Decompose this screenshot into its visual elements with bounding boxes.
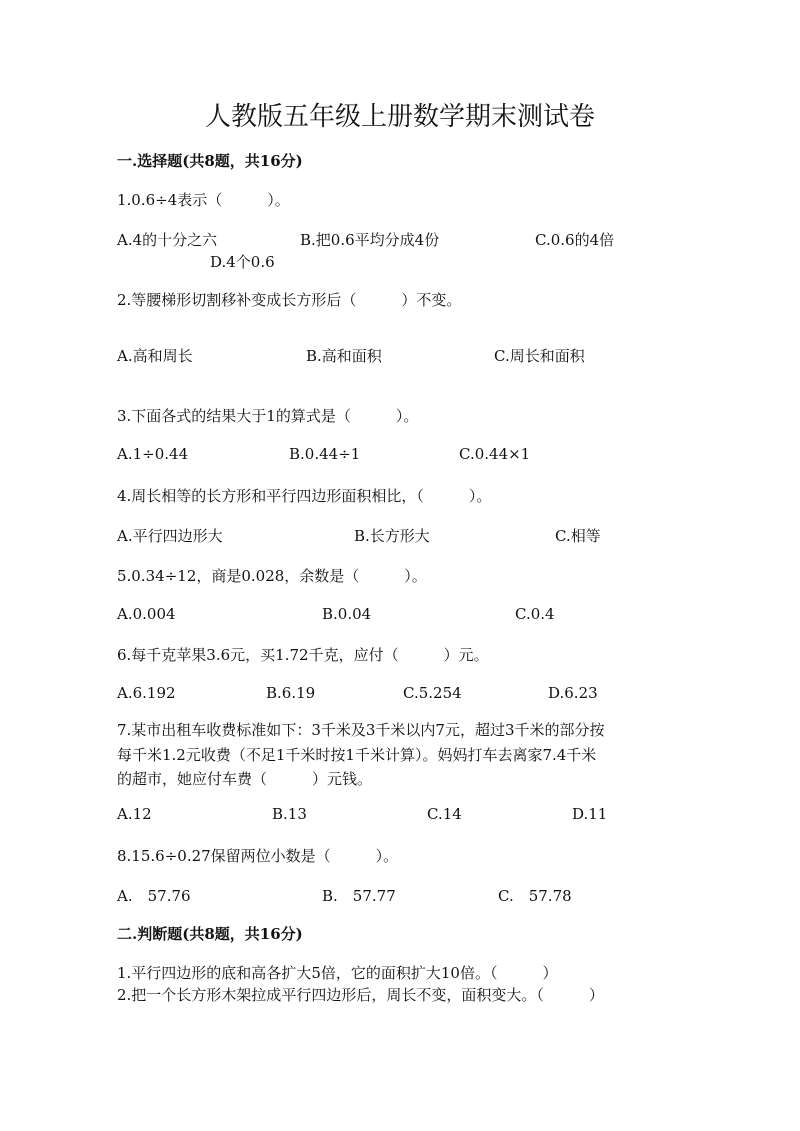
question-6-stem: 6.每千克苹果3.6元，买1.72千克，应付（ ）元。 (117, 646, 489, 664)
question-8-option-a: A. 57.76 (117, 887, 191, 905)
question-7-option-d: D.11 (572, 805, 608, 823)
question-5-option-a: A.0.004 (117, 605, 176, 623)
question-2-stem: 2.等腰梯形切割移补变成长方形后（ ）不变。 (117, 291, 462, 309)
question-5-option-b: B.0.04 (322, 605, 372, 623)
question-8-option-b: B. 57.77 (322, 887, 396, 905)
question-5-stem: 5.0.34÷12，商是0.028，余数是（ ）。 (117, 567, 427, 585)
section-heading-choice: 一.选择题(共8题，共16分) (117, 152, 303, 170)
question-3-option-b: B.0.44÷1 (289, 445, 361, 463)
question-6-option-b: B.6.19 (266, 684, 316, 702)
question-6-option-d: D.6.23 (548, 684, 598, 702)
question-7-option-a: A.12 (117, 805, 152, 823)
question-2-option-a: A.高和周长 (117, 347, 193, 365)
question-7-stem-line-2: 每千米1.2元收费（不足1千米时按1千米计算）。妈妈打车去离家7.4千米 (117, 746, 597, 764)
question-7-stem-line-1: 7.某市出租车收费标准如下：3千米及3千米以内7元，超过3千米的部分按 (117, 721, 605, 739)
question-3-option-a: A.1÷0.44 (117, 445, 189, 463)
question-8-option-c: C. 57.78 (498, 887, 572, 905)
true-false-question-2: 2.把一个长方形木架拉成平行四边形后，周长不变，面积变大。（ ） (117, 986, 604, 1004)
question-6-option-a: A.6.192 (117, 684, 176, 702)
question-1-option-d: D.4个0.6 (210, 253, 275, 271)
question-2-option-b: B.高和面积 (306, 347, 382, 365)
question-7-option-c: C.14 (427, 805, 462, 823)
question-2-option-c: C.周长和面积 (494, 347, 585, 365)
question-1-option-a: A.4的十分之六 (117, 231, 218, 249)
question-6-option-c: C.5.254 (403, 684, 462, 702)
question-3-option-c: C.0.44×1 (459, 445, 531, 463)
question-1-option-b: B.把0.6平均分成4份 (300, 231, 440, 249)
question-7-option-b: B.13 (272, 805, 307, 823)
question-1-option-c: C.0.6的4倍 (535, 231, 615, 249)
question-4-option-b: B.长方形大 (354, 527, 430, 545)
page-title: 人教版五年级上册数学期末测试卷 (204, 102, 595, 132)
section-heading-true-false: 二.判断题(共8题，共16分) (117, 925, 303, 943)
question-3-stem: 3.下面各式的结果大于1的算式是（ ）。 (117, 407, 419, 425)
true-false-question-1: 1.平行四边形的底和高各扩大5倍，它的面积扩大10倍。（ ） (117, 964, 558, 982)
question-4-option-a: A.平行四边形大 (117, 527, 223, 545)
question-7-stem-line-3: 的超市，她应付车费（ ）元钱。 (117, 770, 373, 788)
question-8-stem: 8.15.6÷0.27保留两位小数是（ ）。 (117, 847, 399, 865)
question-4-stem: 4.周长相等的长方形和平行四边形面积相比，（ ）。 (117, 487, 492, 505)
question-1-stem: 1.0.6÷4表示（ ）。 (117, 191, 290, 209)
question-4-option-c: C.相等 (555, 527, 601, 545)
question-5-option-c: C.0.4 (515, 605, 555, 623)
